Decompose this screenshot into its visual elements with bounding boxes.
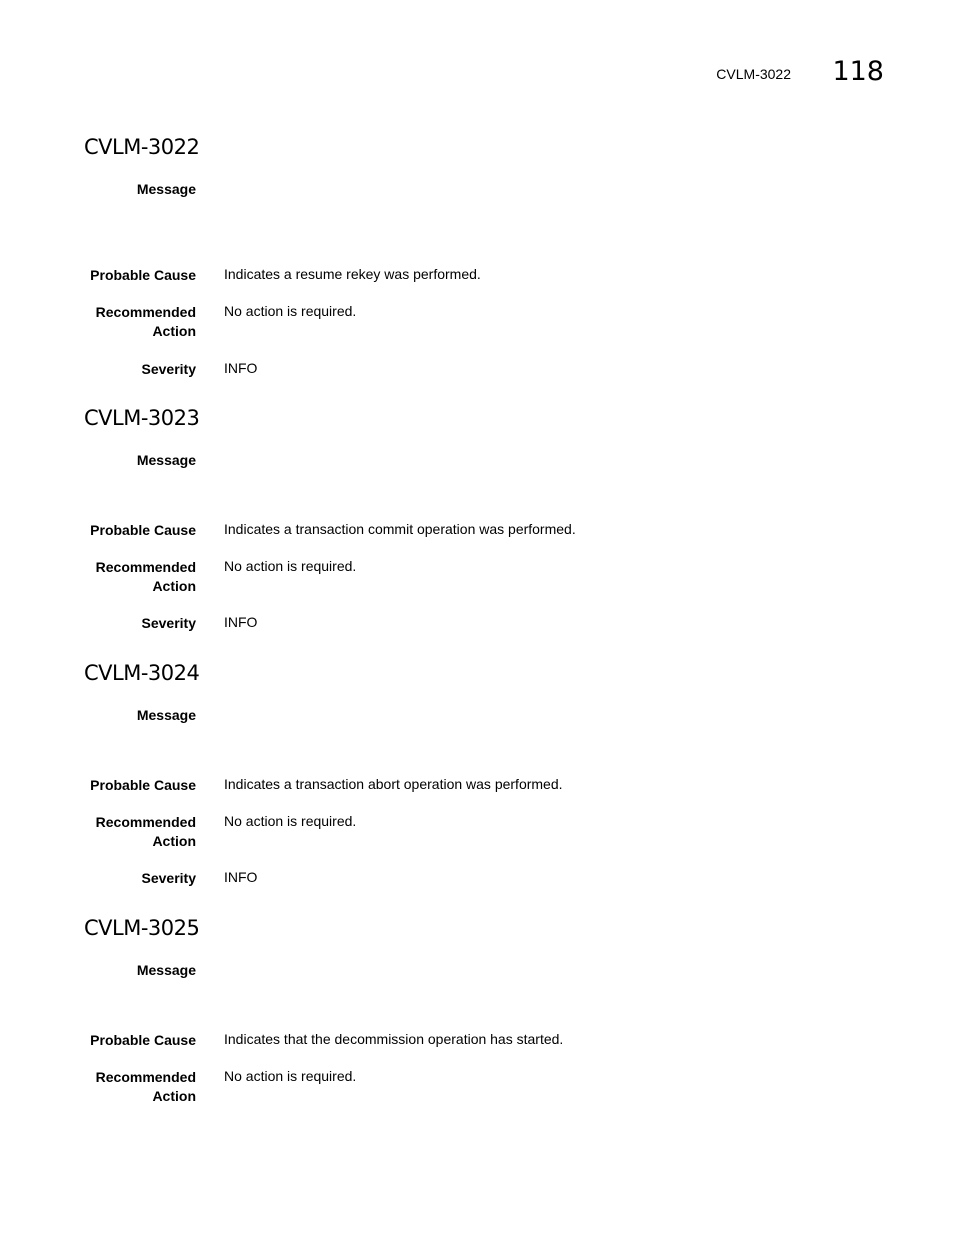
entry-title: CVLM-3023 — [84, 406, 200, 430]
probable-cause-value: Indicates a resume rekey was performed. — [224, 266, 481, 282]
message-entry-cvlm-3024 — [0, 660, 954, 904]
recommended-action-label — [60, 558, 196, 596]
probable-cause-label: Probable Cause — [90, 777, 196, 793]
probable-cause-label: Probable Cause — [90, 267, 196, 283]
recommended-action-label-line1: Recommended — [95, 304, 196, 320]
probable-cause-value: Indicates that the decommission operation has started. — [224, 1031, 564, 1047]
recommended-action-label-line1: Recommended — [95, 814, 196, 830]
recommended-action-label-line1: Recommended — [95, 1069, 196, 1085]
recommended-action-value: No action is required. — [224, 303, 357, 319]
recommended-action-value: No action is required. — [224, 813, 357, 829]
probable-cause-value: Indicates a transaction abort operation was performed. — [224, 776, 563, 792]
recommended-action-value: No action is required. — [224, 558, 357, 574]
severity-value: INFO — [224, 360, 258, 376]
message-label: Message — [136, 707, 196, 723]
running-header — [600, 56, 884, 90]
recommended-action-label-line2: Action — [152, 323, 196, 339]
probable-cause-value: Indicates a transaction commit operation was performed. — [224, 521, 576, 537]
recommended-action-label — [60, 1068, 196, 1106]
running-title: CVLM-3022 — [716, 66, 791, 82]
message-label: Message — [136, 181, 196, 197]
recommended-action-label-line1: Recommended — [95, 559, 196, 575]
message-label: Message — [136, 452, 196, 468]
recommended-action-label — [60, 813, 196, 851]
entry-title: CVLM-3022 — [84, 135, 200, 159]
severity-label: Severity — [141, 615, 196, 631]
severity-label: Severity — [141, 870, 196, 886]
chapter-number: 118 — [832, 56, 884, 87]
recommended-action-label — [60, 303, 196, 341]
recommended-action-label-line2: Action — [152, 578, 196, 594]
severity-label: Severity — [141, 361, 196, 377]
message-entry-cvlm-3025 — [0, 915, 954, 1115]
message-entry-cvlm-3022 — [0, 134, 954, 394]
message-entry-cvlm-3023 — [0, 405, 954, 649]
probable-cause-label: Probable Cause — [90, 522, 196, 538]
entry-title: CVLM-3024 — [84, 661, 200, 685]
probable-cause-label: Probable Cause — [90, 1032, 196, 1048]
recommended-action-label-line2: Action — [152, 833, 196, 849]
severity-value: INFO — [224, 614, 258, 630]
message-label: Message — [136, 962, 196, 978]
recommended-action-value: No action is required. — [224, 1068, 357, 1084]
entry-title: CVLM-3025 — [84, 916, 200, 940]
severity-value: INFO — [224, 869, 258, 885]
recommended-action-label-line2: Action — [152, 1088, 196, 1104]
